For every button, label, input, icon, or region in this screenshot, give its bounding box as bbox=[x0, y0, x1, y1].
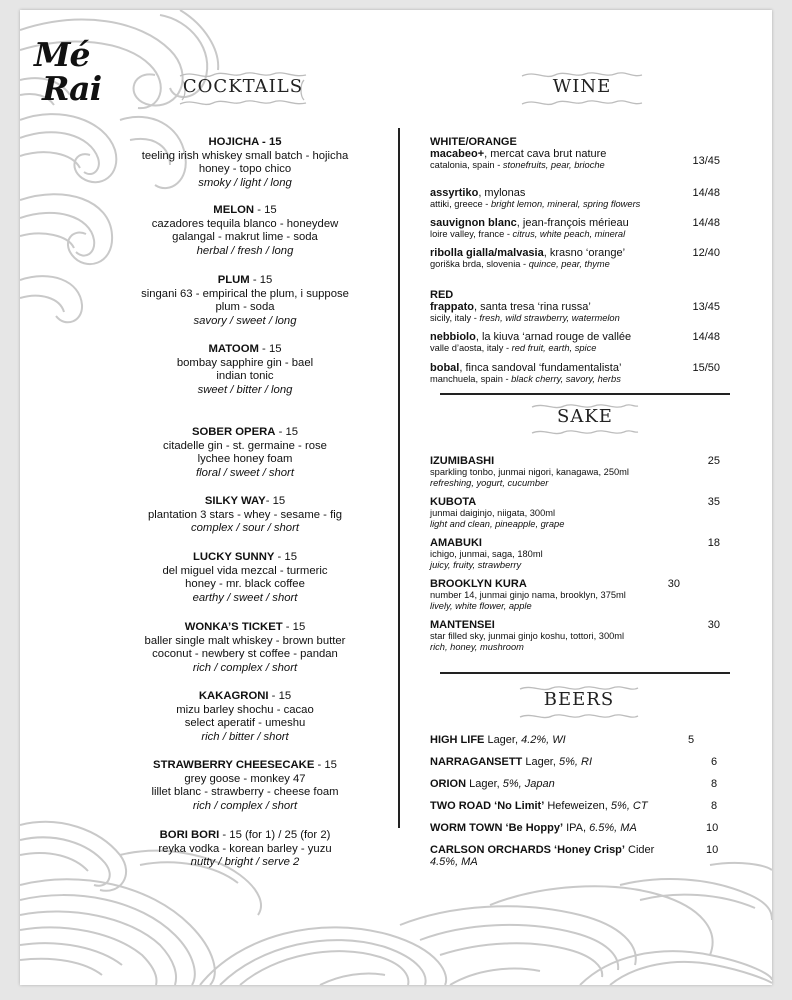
sake-name: IZUMIBASHI bbox=[430, 455, 495, 467]
beer-style: Lager, bbox=[484, 734, 522, 746]
beer-item bbox=[430, 734, 730, 746]
wine-producer: , jean-françois mérieau bbox=[516, 217, 629, 229]
cocktail-ingredients: reyka vodka - korean barley - yuzu bbox=[158, 842, 332, 855]
cocktail-item-melon bbox=[120, 204, 370, 258]
wine-origin-line bbox=[430, 374, 730, 385]
cocktail-price: - 15 bbox=[282, 621, 306, 633]
cocktail-ingredients: coconut - newbery st coffee - pandan bbox=[152, 648, 338, 661]
cocktail-name: KAKAGRONI bbox=[198, 690, 269, 702]
cocktail-ingredients: cazadores tequila blanco - honeydew bbox=[151, 217, 339, 230]
logo-line-1: Mé bbox=[34, 35, 90, 74]
beer-price: 5 bbox=[688, 734, 695, 746]
sake-notes: lively, white flower, apple bbox=[430, 600, 532, 611]
wine-notes: bright lemon, mineral, spring flowers bbox=[490, 199, 641, 209]
cocktail-name: LUCKY SUNNY bbox=[193, 551, 275, 563]
wine-name: frappato bbox=[430, 301, 474, 313]
beer-detail: 5%, Japan bbox=[502, 778, 555, 790]
cocktail-profile: herbal / fresh / long bbox=[196, 244, 294, 257]
cocktail-name: BORI BORI bbox=[159, 829, 220, 841]
section-divider bbox=[440, 672, 730, 674]
cocktail-item-sober-opera bbox=[120, 426, 370, 480]
cocktail-item-kakagroni bbox=[120, 690, 370, 744]
cocktail-price: - 15 bbox=[268, 690, 292, 702]
beer-detail: 4.5%, MA bbox=[430, 856, 478, 868]
cocktail-ingredients: lychee honey foam bbox=[197, 453, 293, 466]
cocktail-profile: complex / sour / short bbox=[191, 522, 299, 535]
cocktail-name: SILKY WAY bbox=[204, 495, 266, 507]
wine-origin-line bbox=[430, 229, 730, 240]
sake-price: 35 bbox=[707, 496, 720, 508]
wine-origin: loire valley, france - bbox=[430, 229, 513, 239]
sake-price: 25 bbox=[707, 455, 720, 467]
cocktail-profile: sweet / bitter / long bbox=[197, 383, 293, 396]
beer-item bbox=[430, 756, 730, 768]
wine-price: 15/50 bbox=[692, 362, 720, 374]
beer-name: ORION bbox=[430, 778, 467, 790]
beers-heading-banner bbox=[518, 684, 640, 722]
wine-name: sauvignon blanc bbox=[430, 217, 517, 229]
wine-price: 14/48 bbox=[692, 331, 720, 343]
cocktail-profile: savory / sweet / long bbox=[193, 314, 297, 327]
wine-heading: WINE bbox=[552, 76, 612, 97]
cocktail-name: WONKA’S TICKET bbox=[184, 621, 283, 633]
cocktail-ingredients: galangal - makrut lime - soda bbox=[172, 231, 318, 244]
cocktail-ingredients: plantation 3 stars - whey - sesame - fig bbox=[147, 508, 342, 521]
sake-item bbox=[430, 619, 730, 652]
wine-name: macabeo+ bbox=[430, 148, 485, 160]
cocktail-price: - 15 bbox=[254, 204, 277, 216]
wine-name-line bbox=[430, 247, 730, 259]
cocktail-item-wonkas-ticket bbox=[120, 621, 370, 675]
wine-origin: sicily, italy - bbox=[430, 313, 480, 323]
cocktail-profile: floral / sweet / short bbox=[196, 466, 294, 479]
sake-detail: star filled sky, junmai ginjo koshu, tottori, 300ml bbox=[430, 631, 625, 641]
wine-producer: , santa tresa ‘rina russa’ bbox=[474, 301, 591, 313]
beer-price: 10 bbox=[706, 844, 719, 856]
cocktail-item-plum bbox=[120, 274, 370, 328]
cocktail-item-silky-way bbox=[120, 495, 370, 536]
wine-name: bobal bbox=[430, 362, 460, 374]
cocktail-item-bori-bori bbox=[120, 829, 370, 870]
wine-name-line bbox=[430, 362, 730, 374]
wine-producer: , krasno ‘orange’ bbox=[543, 247, 626, 259]
cocktail-ingredients: teeling irish whiskey small batch - hojicha bbox=[141, 149, 349, 162]
wine-price: 14/48 bbox=[692, 217, 720, 229]
wine-price: 13/45 bbox=[692, 301, 720, 313]
beer-detail: 5%, CT bbox=[610, 800, 648, 812]
sake-name: MANTENSEI bbox=[430, 619, 495, 631]
wine-item bbox=[430, 217, 730, 240]
sake-detail: junmai daiginjo, niigata, 300ml bbox=[430, 508, 556, 518]
wine-price: 13/45 bbox=[692, 155, 720, 167]
cocktail-price: - 15 bbox=[258, 343, 282, 355]
beer-style: IPA, bbox=[563, 822, 590, 834]
sake-item bbox=[430, 455, 730, 488]
wine-section-red: RED bbox=[430, 289, 454, 301]
wine-notes: red fruit, earth, spice bbox=[511, 343, 597, 353]
logo-line-2: Rai bbox=[42, 69, 102, 108]
cocktail-ingredients: honey - topo chico bbox=[198, 163, 292, 176]
beer-price: 10 bbox=[706, 822, 719, 834]
cocktail-ingredients: lillet blanc - strawberry - cheese foam bbox=[151, 786, 339, 799]
sake-detail: number 14, junmai ginjo nama, brooklyn, 375ml bbox=[430, 590, 626, 600]
cocktail-ingredients: grey goose - monkey 47 bbox=[184, 772, 306, 785]
beer-style: Lager, bbox=[522, 756, 559, 768]
sake-heading-banner bbox=[530, 402, 640, 438]
cocktail-profile: earthy / sweet / short bbox=[192, 591, 298, 604]
wine-item bbox=[430, 362, 730, 385]
wine-name-line bbox=[430, 331, 730, 343]
sake-item bbox=[430, 537, 730, 570]
cocktail-profile: nutty / bright / serve 2 bbox=[190, 856, 300, 869]
wine-producer: , finca sandoval ‘fundamentalista’ bbox=[459, 362, 622, 374]
wine-item bbox=[430, 247, 730, 270]
wine-notes: quince, pear, thyme bbox=[528, 259, 610, 269]
wine-origin: goriška brda, slovenia - bbox=[430, 259, 529, 269]
wine-item bbox=[430, 148, 730, 171]
wine-origin-line bbox=[430, 313, 730, 324]
cocktail-item-matoom bbox=[120, 343, 370, 397]
wine-heading-banner bbox=[520, 70, 644, 110]
cocktail-ingredients: select aperatif - umeshu bbox=[184, 717, 306, 730]
wine-price: 14/48 bbox=[692, 187, 720, 199]
beer-price: 8 bbox=[711, 800, 718, 812]
beer-item bbox=[430, 822, 730, 834]
cocktail-name: PLUM bbox=[217, 274, 250, 286]
beer-detail: 6.5%, MA bbox=[589, 822, 637, 834]
sake-price: 30 bbox=[707, 619, 720, 631]
beer-name: CARLSON ORCHARDS ‘Honey Crisp’ bbox=[430, 844, 625, 856]
beer-name: WORM TOWN ‘Be Hoppy’ bbox=[430, 822, 564, 834]
beer-name: HIGH LIFE bbox=[430, 734, 485, 746]
cocktail-price: - 15 (for 1) / 25 (for 2) bbox=[219, 829, 331, 841]
wine-origin: catalonia, spain - bbox=[430, 160, 503, 170]
wine-name-line bbox=[430, 187, 730, 199]
wine-item bbox=[430, 301, 730, 324]
wine-producer: , mylonas bbox=[478, 187, 526, 199]
wine-notes: fresh, wild strawberry, watermelon bbox=[479, 313, 620, 323]
sake-notes: rich, honey, mushroom bbox=[430, 641, 524, 652]
wine-origin: attiki, greece - bbox=[430, 199, 491, 209]
cocktail-ingredients: bombay sapphire gin - bael bbox=[176, 356, 314, 369]
sake-price: 18 bbox=[707, 537, 720, 549]
cocktail-ingredients: mizu barley shochu - cacao bbox=[176, 703, 314, 716]
cocktail-item-hojicha bbox=[120, 136, 370, 190]
wine-producer: , mercat cava brut nature bbox=[484, 148, 607, 160]
cocktail-ingredients: citadelle gin - st. germaine - rose bbox=[163, 439, 327, 452]
beer-detail: 5%, RI bbox=[558, 756, 592, 768]
cocktail-price: - 15 bbox=[249, 274, 273, 286]
beer-item bbox=[430, 778, 730, 790]
beer-name: TWO ROAD ‘No Limit’ bbox=[430, 800, 545, 812]
cocktail-profile: smoky / light / long bbox=[198, 176, 292, 189]
section-divider bbox=[440, 393, 730, 395]
cocktail-profile: rich / complex / short bbox=[192, 799, 298, 812]
sake-price: 30 bbox=[667, 578, 680, 590]
beer-price: 8 bbox=[711, 778, 718, 790]
sake-notes: refreshing, yogurt, cucumber bbox=[430, 477, 549, 488]
menu-page bbox=[20, 10, 772, 985]
cocktail-ingredients: del miguel vida mezcal - turmeric bbox=[162, 564, 328, 577]
wine-origin-line bbox=[430, 199, 730, 210]
wine-notes: citrus, white peach, mineral bbox=[512, 229, 626, 239]
sake-detail: ichigo, junmai, saga, 180ml bbox=[430, 549, 543, 559]
beer-name: NARRAGANSETT bbox=[430, 756, 523, 768]
wine-name: ribolla gialla/malvasia bbox=[430, 247, 544, 259]
wine-notes: stonefruits, pear, brioche bbox=[502, 160, 605, 170]
cocktail-name: MELON bbox=[213, 204, 255, 216]
sake-item bbox=[430, 578, 730, 611]
cocktails-heading-banner bbox=[178, 70, 308, 110]
cocktail-item-lucky-sunny bbox=[120, 551, 370, 605]
wine-name: nebbiolo bbox=[430, 331, 476, 343]
wine-origin: manchuela, spain - bbox=[430, 374, 512, 384]
column-divider bbox=[398, 128, 400, 828]
cocktail-price: - 15 bbox=[265, 495, 286, 507]
cocktail-name: STRAWBERRY CHEESECAKE bbox=[153, 759, 315, 771]
wine-origin-line bbox=[430, 259, 730, 270]
beer-detail: 4.2%, WI bbox=[521, 734, 566, 746]
wine-producer: , la kiuva ‘arnad rouge de vallée bbox=[475, 331, 632, 343]
beer-item bbox=[430, 800, 730, 812]
wine-name-line bbox=[430, 301, 730, 313]
wine-section-white-orange: WHITE/ORANGE bbox=[430, 136, 517, 148]
wine-name-line bbox=[430, 217, 730, 229]
cocktail-price: - 15 bbox=[275, 426, 299, 438]
sake-detail: sparkling tonbo, junmai nigori, kanagawa, 250ml bbox=[430, 467, 629, 477]
cocktail-price: - 15 bbox=[274, 551, 297, 563]
cocktail-profile: rich / complex / short bbox=[192, 661, 298, 674]
cocktail-ingredients: indian tonic bbox=[216, 370, 274, 383]
wine-name-line bbox=[430, 148, 730, 160]
beer-style: Lager, bbox=[466, 778, 503, 790]
sake-notes: light and clean, pineapple, grape bbox=[430, 518, 565, 529]
beer-price: 6 bbox=[711, 756, 718, 768]
sake-notes: juicy, fruity, strawberry bbox=[430, 559, 522, 570]
cocktails-heading: COCKTAILS bbox=[182, 76, 304, 97]
sake-heading: SAKE bbox=[557, 406, 613, 427]
wine-price: 12/40 bbox=[692, 247, 720, 259]
wine-origin-line bbox=[430, 343, 730, 354]
restaurant-logo bbox=[34, 35, 126, 112]
cocktail-item-strawberry-cheesecake bbox=[120, 759, 370, 813]
beer-style: Hefeweizen, bbox=[544, 800, 611, 812]
beer-style: Cider bbox=[624, 844, 655, 856]
cocktail-price: - 15 bbox=[258, 136, 282, 148]
cocktail-ingredients: plum - soda bbox=[215, 301, 275, 314]
beer-item bbox=[430, 844, 730, 868]
wine-list bbox=[430, 136, 730, 384]
wine-name: assyrtiko bbox=[430, 187, 479, 199]
wine-notes: black cherry, savory, herbs bbox=[511, 374, 621, 384]
wine-item bbox=[430, 331, 730, 354]
cocktail-name: MATOOM bbox=[208, 343, 259, 355]
wine-origin-line bbox=[430, 160, 730, 171]
cocktail-ingredients: honey - mr. black coffee bbox=[185, 578, 305, 591]
sake-item bbox=[430, 496, 730, 529]
beers-heading: BEERS bbox=[543, 689, 615, 710]
cocktail-ingredients: singani 63 - empirical the plum, i suppose bbox=[141, 287, 349, 300]
sake-name: KUBOTA bbox=[430, 496, 477, 508]
cocktail-name: SOBER OPERA bbox=[191, 426, 276, 438]
wine-origin: valle d’aosta, italy - bbox=[430, 343, 512, 353]
sake-name: AMABUKI bbox=[430, 537, 482, 549]
cocktail-profile: rich / bitter / short bbox=[201, 730, 289, 743]
cocktail-name: HOJICHA bbox=[208, 136, 259, 148]
sake-name: BROOKLYN KURA bbox=[430, 578, 527, 590]
wine-item bbox=[430, 187, 730, 210]
cocktail-ingredients: baller single malt whiskey - brown butter bbox=[144, 634, 346, 647]
cocktail-price: - 15 bbox=[314, 759, 337, 771]
